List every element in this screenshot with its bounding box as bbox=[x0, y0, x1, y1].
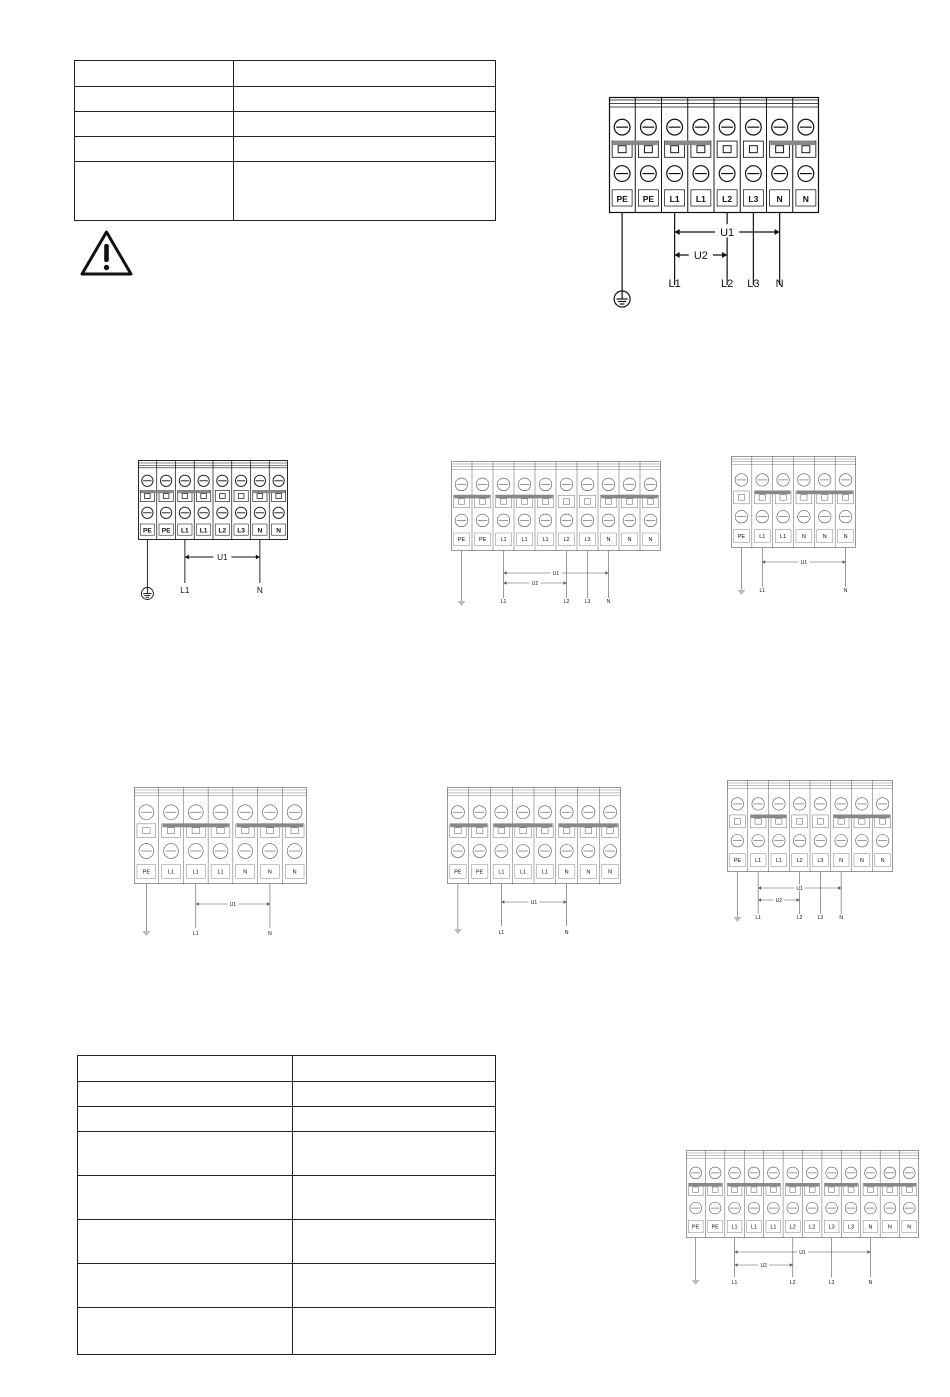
measurement-label: U1 bbox=[552, 570, 560, 577]
terminal-label: L1 bbox=[181, 527, 189, 535]
jumper-window bbox=[842, 495, 848, 501]
jumper-bar bbox=[261, 823, 303, 827]
jumper-bar bbox=[178, 490, 210, 493]
measurement-u1 bbox=[501, 899, 566, 906]
measurement-u2 bbox=[758, 897, 800, 904]
jumper-window bbox=[723, 146, 731, 153]
jumper-window bbox=[732, 1187, 738, 1192]
table-cell bbox=[75, 112, 234, 137]
terminal-block-svg bbox=[686, 1150, 919, 1293]
wire-label-n: N bbox=[775, 278, 784, 290]
terminal-label: N bbox=[267, 869, 272, 876]
jumper-window bbox=[521, 499, 527, 504]
arrow-head bbox=[256, 555, 260, 560]
arrow-head bbox=[722, 252, 727, 258]
jumper-window bbox=[712, 1187, 718, 1192]
ground-icon bbox=[733, 917, 741, 922]
jumper-window bbox=[520, 828, 527, 834]
terminal-label: L3 bbox=[847, 1224, 855, 1231]
measurement-u1 bbox=[196, 901, 270, 908]
jumper-bar bbox=[517, 495, 553, 499]
terminal-label: L1 bbox=[770, 1224, 777, 1231]
jumper-bar bbox=[689, 1183, 722, 1187]
jumper-window bbox=[167, 828, 174, 834]
terminal-label: L2 bbox=[722, 193, 733, 204]
jumper-window bbox=[859, 819, 865, 825]
terminal-label: L1 bbox=[168, 869, 175, 876]
jumper-window bbox=[217, 828, 224, 834]
terminal-block-svg bbox=[609, 97, 819, 309]
terminal-label: PE bbox=[616, 193, 628, 204]
wire-label-l3: L3 bbox=[584, 599, 591, 605]
measurement-u1 bbox=[504, 570, 609, 577]
terminal-label: L1 bbox=[217, 869, 224, 876]
terminal-label: N bbox=[907, 1224, 912, 1231]
jumper-window bbox=[455, 828, 462, 834]
jumper-window bbox=[759, 495, 765, 501]
jumper-window bbox=[644, 146, 652, 153]
terminal-label: N bbox=[606, 537, 611, 544]
terminal-label: N bbox=[802, 193, 809, 204]
jumper-bar bbox=[253, 490, 285, 493]
jumper-bar bbox=[770, 141, 815, 146]
terminal-label: L1 bbox=[498, 869, 505, 876]
arrow-head bbox=[501, 900, 504, 904]
measurement-label: U1 bbox=[796, 885, 803, 892]
jumper-bar bbox=[450, 823, 487, 827]
jumper-bar bbox=[141, 490, 173, 493]
table-cell bbox=[234, 61, 496, 87]
terminal-label: PE bbox=[142, 869, 151, 876]
terminal-label: L3 bbox=[748, 193, 759, 204]
table-cell bbox=[293, 1220, 496, 1264]
table-cell bbox=[293, 1264, 496, 1308]
jumper-window bbox=[838, 819, 844, 825]
terminal-label: N bbox=[257, 527, 263, 535]
arrow-head bbox=[564, 900, 567, 904]
table-cell bbox=[234, 112, 496, 137]
terminal-label: N bbox=[608, 869, 613, 876]
arrow-head bbox=[504, 571, 507, 575]
arrow-head bbox=[762, 560, 765, 564]
arrow-head bbox=[675, 229, 680, 235]
jumper-window bbox=[906, 1187, 912, 1192]
jumper-bar bbox=[825, 1183, 858, 1187]
terminal-label: L1 bbox=[520, 869, 527, 876]
jumper-window bbox=[751, 1187, 757, 1192]
warning-triangle-icon bbox=[79, 229, 134, 277]
wire-label-l2: L2 bbox=[790, 1280, 796, 1286]
table-cell bbox=[78, 1220, 293, 1264]
jumper-window bbox=[647, 499, 653, 504]
terminal-diagram-7 bbox=[686, 1150, 919, 1293]
terminal-diagram-4 bbox=[134, 787, 307, 944]
jumper-window bbox=[797, 819, 803, 825]
jumper-window bbox=[201, 494, 207, 499]
jumper-window bbox=[887, 1187, 893, 1192]
terminal-label: L1 bbox=[750, 1224, 758, 1231]
terminal-block-svg bbox=[447, 787, 621, 942]
jumper-window bbox=[585, 828, 592, 834]
measurement-label: U1 bbox=[799, 1249, 806, 1256]
jumper-window bbox=[476, 828, 483, 834]
jumper-window bbox=[755, 819, 761, 825]
arrow-head bbox=[267, 902, 270, 906]
measurement-label: U2 bbox=[531, 580, 539, 587]
terminal-label: L3 bbox=[828, 1224, 835, 1231]
wire-label-l1: L1 bbox=[668, 278, 681, 290]
terminal-label: PE bbox=[478, 537, 487, 544]
terminal-diagram-main bbox=[609, 97, 819, 309]
terminal-block-svg bbox=[731, 456, 856, 603]
table-cell bbox=[78, 1082, 293, 1107]
wire-label-n: N bbox=[256, 586, 263, 595]
arrow-head bbox=[606, 571, 609, 575]
measurement-label: U1 bbox=[217, 552, 228, 562]
jumper-window bbox=[542, 499, 548, 504]
terminal-block-svg bbox=[134, 787, 307, 944]
jumper-window bbox=[182, 494, 188, 499]
terminal-diagram-5 bbox=[447, 787, 621, 942]
jumper-window bbox=[780, 495, 786, 501]
terminal-label: PE bbox=[737, 533, 746, 540]
arrow-head bbox=[735, 1250, 738, 1254]
jumper-window bbox=[479, 499, 485, 504]
arrow-head bbox=[838, 886, 841, 890]
measurement-u1 bbox=[758, 885, 841, 892]
wire-label-n: N bbox=[606, 599, 611, 605]
wire-label-l1: L1 bbox=[180, 586, 190, 595]
jumper-window bbox=[291, 828, 298, 834]
jumper-window bbox=[266, 828, 273, 834]
table-cell bbox=[234, 137, 496, 162]
ground-icon bbox=[454, 929, 462, 934]
terminal-label: N bbox=[276, 527, 282, 535]
jumper-window bbox=[776, 146, 784, 153]
terminal-block-svg bbox=[138, 460, 288, 603]
terminal-label: PE bbox=[733, 857, 742, 864]
spec-table-top bbox=[74, 60, 496, 221]
arrow-head bbox=[185, 555, 189, 560]
jumper-window bbox=[458, 499, 464, 504]
table-cell bbox=[234, 87, 496, 112]
terminal-label: L1 bbox=[542, 537, 549, 544]
table-cell bbox=[293, 1132, 496, 1176]
jumper-window bbox=[500, 499, 506, 504]
measurement-label: U1 bbox=[800, 559, 808, 566]
terminal-label: L2 bbox=[789, 1224, 796, 1231]
terminal-label: L2 bbox=[218, 527, 227, 535]
measurement-label: U1 bbox=[530, 899, 538, 906]
wire-label-n: N bbox=[843, 588, 848, 594]
terminal-label: L1 bbox=[541, 869, 548, 876]
terminal-label: PE bbox=[454, 869, 462, 876]
jumper-bar bbox=[855, 815, 890, 819]
measurement-u1 bbox=[762, 559, 845, 566]
terminal-label: L3 bbox=[584, 537, 591, 544]
terminal-label: N bbox=[887, 1224, 892, 1231]
measurement-label: U1 bbox=[229, 901, 237, 908]
terminal-label: N bbox=[243, 869, 248, 876]
wire-label-l1: L1 bbox=[755, 915, 761, 921]
terminal-block-svg bbox=[451, 461, 661, 614]
terminal-label: L2 bbox=[563, 537, 570, 544]
terminal-label: L1 bbox=[199, 527, 208, 535]
jumper-window bbox=[584, 499, 590, 504]
terminal-label: PE bbox=[711, 1224, 719, 1231]
measurement-u1 bbox=[675, 224, 780, 239]
terminal-label: L2 bbox=[796, 857, 803, 864]
jumper-window bbox=[817, 819, 823, 825]
terminal-label: N bbox=[586, 869, 591, 876]
terminal-label: N bbox=[880, 857, 885, 864]
jumper-window bbox=[848, 1187, 854, 1192]
table-cell bbox=[78, 1176, 293, 1220]
terminal-label: L1 bbox=[192, 869, 199, 876]
ground-icon bbox=[458, 601, 466, 606]
jumper-bar bbox=[622, 495, 658, 499]
terminal-label: L2 bbox=[809, 1224, 816, 1231]
arrow-head bbox=[758, 898, 761, 902]
jumper-window bbox=[257, 494, 263, 499]
terminal-label: N bbox=[868, 1224, 873, 1231]
arrow-head bbox=[735, 1263, 738, 1267]
wire-label-l2: L2 bbox=[796, 915, 803, 921]
jumper-window bbox=[880, 819, 886, 825]
jumper-window bbox=[542, 828, 549, 834]
measurement-label: U2 bbox=[760, 1262, 767, 1269]
jumper-window bbox=[822, 495, 828, 501]
ground-icon bbox=[737, 590, 745, 595]
arrow-head bbox=[758, 886, 761, 890]
wire-label-l3: L3 bbox=[747, 278, 760, 290]
jumper-window bbox=[790, 1187, 796, 1192]
wire-label-l1: L1 bbox=[759, 588, 766, 594]
terminal-label: L3 bbox=[817, 857, 824, 864]
jumper-window bbox=[192, 828, 199, 834]
arrow-head bbox=[797, 898, 800, 902]
jumper-window bbox=[242, 828, 249, 834]
terminal-label: PE bbox=[161, 527, 171, 535]
table-cell bbox=[78, 1308, 293, 1355]
terminal-label: N bbox=[859, 857, 864, 864]
measurement-label: U1 bbox=[720, 226, 735, 239]
terminal-label: N bbox=[822, 533, 827, 540]
terminal-label: L1 bbox=[695, 193, 706, 204]
wire-label-n: N bbox=[839, 915, 843, 921]
terminal-label: N bbox=[564, 869, 569, 876]
wire-label-l1: L1 bbox=[500, 599, 507, 605]
jumper-window bbox=[749, 146, 757, 153]
table-cell bbox=[234, 162, 496, 221]
spec-table-bottom bbox=[77, 1055, 496, 1355]
measurement-label: U2 bbox=[693, 249, 708, 262]
jumper-window bbox=[770, 1187, 776, 1192]
terminal-label: N bbox=[292, 869, 297, 876]
jumper-window bbox=[776, 819, 782, 825]
arrow-head bbox=[196, 902, 199, 906]
jumper-window bbox=[738, 495, 744, 501]
jumper-bar bbox=[581, 823, 618, 827]
arrow-head bbox=[504, 581, 507, 585]
wire-label-l3: L3 bbox=[817, 915, 824, 921]
jumper-bar bbox=[755, 491, 790, 495]
table-cell bbox=[78, 1132, 293, 1176]
jumper-window bbox=[802, 146, 810, 153]
jumper-window bbox=[693, 1187, 699, 1192]
wire-label-l1: L1 bbox=[731, 1280, 738, 1286]
measurement-u2 bbox=[735, 1262, 793, 1269]
jumper-window bbox=[563, 828, 570, 834]
terminal-label: N bbox=[839, 857, 844, 864]
table-cell bbox=[75, 61, 234, 87]
terminal-label: PE bbox=[692, 1224, 700, 1231]
terminal-label: L1 bbox=[755, 857, 762, 864]
terminal-diagram-1 bbox=[138, 460, 288, 603]
terminal-label: PE bbox=[457, 537, 466, 544]
table-cell bbox=[78, 1107, 293, 1132]
jumper-window bbox=[801, 495, 807, 501]
terminal-label: L1 bbox=[780, 533, 787, 540]
terminal-label: PE bbox=[642, 193, 655, 204]
measurement-u2 bbox=[675, 247, 728, 262]
measurement-u2 bbox=[504, 580, 567, 587]
jumper-window bbox=[697, 146, 705, 153]
terminal-label: L1 bbox=[759, 533, 766, 540]
jumper-bar bbox=[454, 495, 490, 499]
terminal-label: L1 bbox=[500, 537, 507, 544]
jumper-window bbox=[626, 499, 632, 504]
terminal-label: L1 bbox=[669, 193, 680, 204]
jumper-window bbox=[809, 1187, 815, 1192]
terminal-label: L3 bbox=[237, 527, 245, 535]
terminal-label: L1 bbox=[521, 537, 528, 544]
table-cell bbox=[78, 1264, 293, 1308]
terminal-label: L1 bbox=[775, 857, 782, 864]
wire-label-n: N bbox=[268, 931, 272, 937]
terminal-label: PE bbox=[142, 527, 152, 535]
measurement-u1 bbox=[185, 551, 260, 562]
jumper-bar bbox=[883, 1183, 916, 1187]
table-cell bbox=[293, 1308, 496, 1355]
arrow-head bbox=[843, 560, 846, 564]
jumper-bar bbox=[751, 815, 786, 819]
ground-icon bbox=[692, 1280, 700, 1285]
wire-label-l2: L2 bbox=[563, 599, 570, 605]
measurement-label: U2 bbox=[775, 897, 783, 904]
terminal-diagram-6 bbox=[727, 780, 893, 930]
table-cell bbox=[293, 1107, 496, 1132]
measurement-u1 bbox=[735, 1249, 871, 1256]
wire-label-l1: L1 bbox=[193, 931, 199, 937]
terminal-label: N bbox=[627, 537, 632, 544]
terminal-label: PE bbox=[475, 869, 484, 876]
terminal-diagram-3 bbox=[731, 456, 856, 603]
jumper-window bbox=[143, 828, 150, 834]
wire-label-n: N bbox=[868, 1280, 873, 1286]
jumper-window bbox=[734, 819, 740, 825]
arrow-head bbox=[675, 252, 680, 258]
jumper-window bbox=[618, 146, 626, 153]
arrow-head bbox=[790, 1263, 793, 1267]
jumper-bar bbox=[187, 823, 229, 827]
jumper-window bbox=[163, 494, 169, 499]
jumper-bar bbox=[613, 141, 658, 146]
jumper-window bbox=[829, 1187, 835, 1192]
arrow-head bbox=[775, 229, 780, 235]
table-cell bbox=[78, 1056, 293, 1082]
jumper-window bbox=[671, 146, 679, 153]
table-cell bbox=[75, 87, 234, 112]
terminal-label: N bbox=[648, 537, 653, 544]
jumper-window bbox=[276, 494, 282, 499]
terminal-label: N bbox=[776, 193, 783, 204]
table-cell bbox=[75, 137, 234, 162]
jumper-window bbox=[498, 828, 505, 834]
table-cell bbox=[293, 1056, 496, 1082]
terminal-label: N bbox=[801, 533, 806, 540]
jumper-window bbox=[607, 828, 614, 834]
jumper-window bbox=[605, 499, 611, 504]
wire-label-n: N bbox=[564, 930, 569, 936]
terminal-block-svg bbox=[727, 780, 893, 930]
jumper-window bbox=[868, 1187, 874, 1192]
wire-label-l1: L1 bbox=[498, 930, 505, 936]
jumper-bar bbox=[747, 1183, 780, 1187]
arrow-head bbox=[564, 581, 567, 585]
jumper-bar bbox=[786, 1183, 819, 1187]
jumper-window bbox=[145, 494, 151, 499]
wire-label-l2: L2 bbox=[721, 278, 734, 290]
table-cell bbox=[293, 1082, 496, 1107]
ground-icon bbox=[142, 931, 150, 936]
terminal-label: L1 bbox=[731, 1224, 738, 1231]
arrow-head bbox=[867, 1250, 870, 1254]
jumper-bar bbox=[817, 491, 852, 495]
wire-label-l3: L3 bbox=[828, 1280, 835, 1286]
jumper-window bbox=[220, 494, 226, 499]
table-cell bbox=[293, 1176, 496, 1220]
jumper-bar bbox=[516, 823, 553, 827]
jumper-window bbox=[563, 499, 569, 504]
jumper-bar bbox=[665, 141, 710, 146]
jumper-window bbox=[238, 494, 244, 499]
table-cell bbox=[75, 162, 234, 221]
terminal-label: N bbox=[843, 533, 848, 540]
terminal-diagram-2 bbox=[451, 461, 661, 614]
